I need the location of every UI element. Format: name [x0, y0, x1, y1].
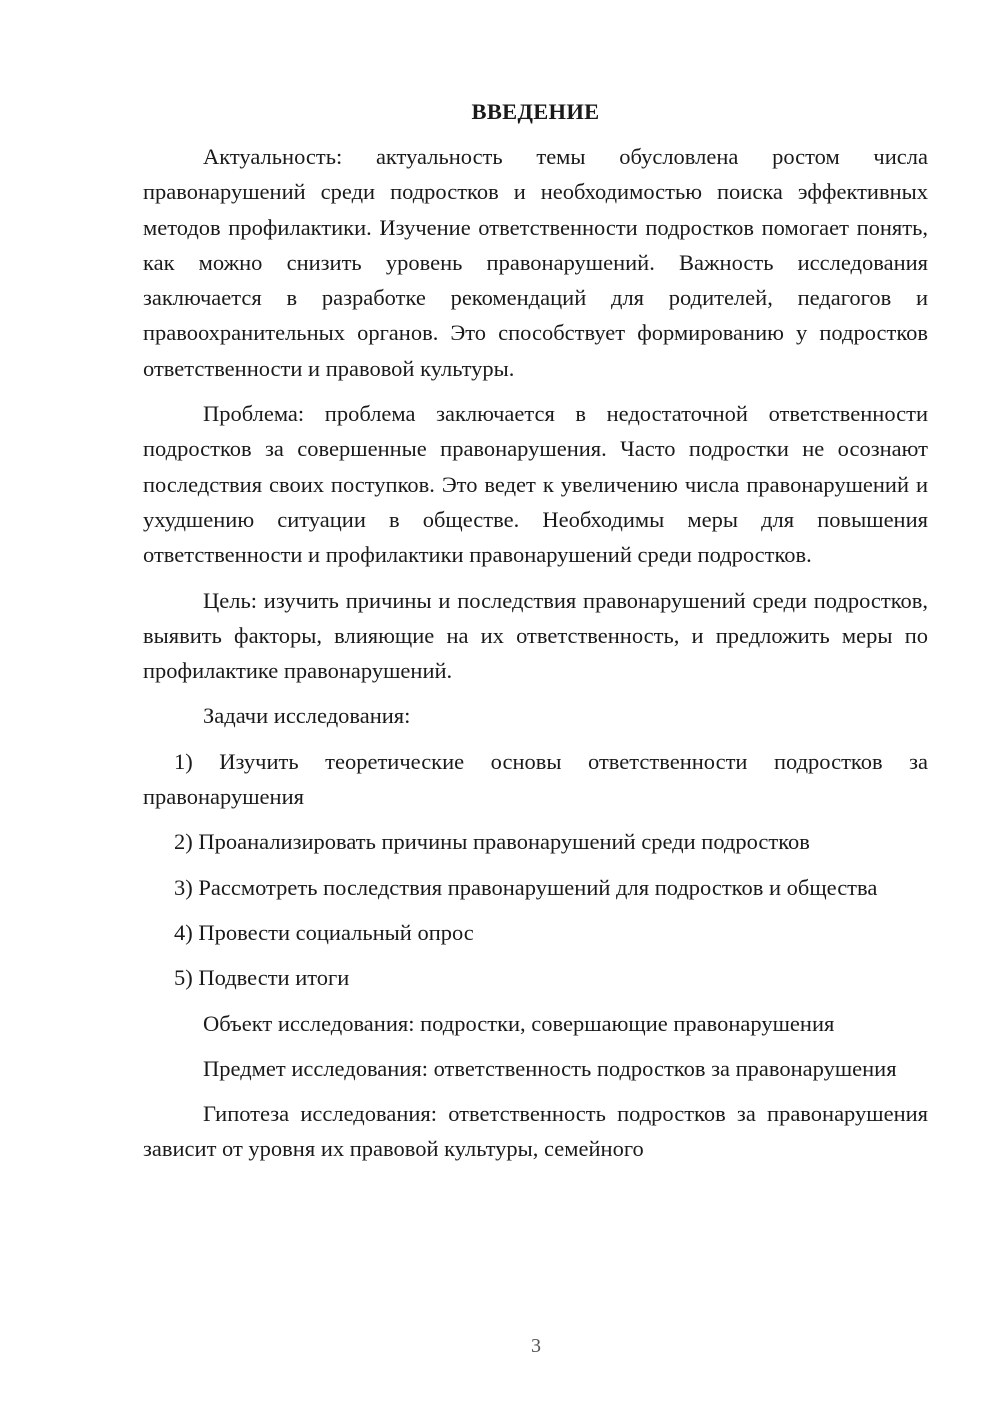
tasks-heading: Задачи исследования:: [203, 703, 411, 729]
task-item-3: 3) Рассмотреть последствия правонарушений для подростков и общества: [174, 874, 878, 900]
task-item-4: 4) Провести социальный опрос: [174, 919, 474, 945]
paragraph-hypothesis: Гипотеза исследования: ответственность подростков за правонарушения зависит от уровня их правовой культуры, семейного: [143, 1101, 928, 1162]
task-item-2: 2) Проанализировать причины правонарушений среди подростков: [174, 829, 810, 855]
task-item-5: 5) Подвести итоги: [174, 965, 350, 991]
task-item-1: 1) Изучить теоретические основы ответственности подростков за правонарушения: [143, 748, 928, 810]
paragraph-problem: Проблема: проблема заключается в недостаточной ответственности подростков за совершенные правонарушения. Часто подростки не осознают последствия своих поступков. Это ведет к увеличению числа правонарушений и ухудшению ситуации в обществе. Необходимы меры для повышения ответственности и профилактики правонарушений среди подростков.: [143, 401, 928, 568]
paragraph-goal: Цель: изучить причины и последствия правонарушений среди подростков, выявить факторы, влияющие на их ответственность, и предложить меры по профилактике правонарушений.: [143, 587, 928, 684]
paragraph-relevance: Актуальность: актуальность темы обусловлена ростом числа правонарушений среди подростков и необходимостью поиска эффективных методов профилактики. Изучение ответственности подростков помогает понять, как можно снизить уровень правонарушений. Важность исследования заключается в разработке рекомендаций для родителей, педагогов и правоохранительных органов. Это способствует формированию у подростков ответственности и правовой культуры.: [143, 144, 928, 381]
paragraph-object: Объект исследования: подростки, совершающие правонарушения: [203, 1010, 835, 1036]
paragraph-subject: Предмет исследования: ответственность подростков за правонарушения: [203, 1055, 897, 1081]
page-number: 3: [531, 1335, 541, 1357]
page-body: [143, 94, 928, 1167]
section-title: ВВЕДЕНИЕ: [471, 99, 600, 124]
